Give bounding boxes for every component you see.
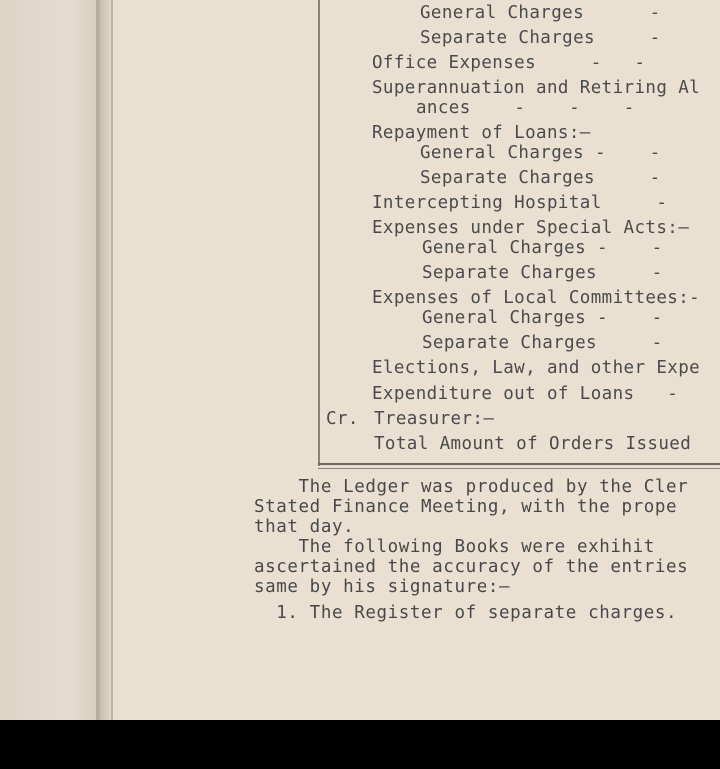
table-line: Expenditure out of Loans - <box>372 384 679 404</box>
table-line: Separate Charges - <box>420 28 661 48</box>
paragraph-line: ascertained the accuracy of the entries <box>254 557 689 577</box>
table-line: Repayment of Loans:— <box>372 123 591 143</box>
table-vertical-rule <box>318 0 320 466</box>
paragraph-line: The following Books were exhihit <box>254 537 655 557</box>
table-line: Elections, Law, and other Expe <box>372 358 701 378</box>
table-line: Superannuation and Retiring Al <box>372 78 701 98</box>
paragraph-line: that day. <box>254 517 355 537</box>
table-line: Expenses under Special Acts:— <box>372 218 690 238</box>
page-fold <box>111 0 113 720</box>
binding-gutter <box>96 0 112 720</box>
list-item: 1. The Register of separate charges. <box>254 603 678 623</box>
bottom-black-border <box>0 720 720 769</box>
table-bottom-rule-2 <box>318 468 720 469</box>
table-line: General Charges - - <box>422 238 663 258</box>
table-line: Separate Charges - <box>422 333 663 353</box>
table-line: ances - - - <box>416 98 635 118</box>
paragraph-line: same by his signature:— <box>254 577 511 597</box>
table-line: Intercepting Hospital - <box>372 193 668 213</box>
table-line: General Charges - - <box>422 308 663 328</box>
table-line: Expenses of Local Committees:- <box>372 288 701 308</box>
table-line: Office Expenses - - <box>372 53 646 73</box>
table-line: Total Amount of Orders Issued <box>374 434 692 454</box>
table-line: General Charges - <box>420 3 661 23</box>
table-line: Treasurer:— <box>374 409 495 429</box>
paragraph-line: The Ledger was produced by the Cler <box>254 477 689 497</box>
table-line: Separate Charges - <box>422 263 663 283</box>
cr-label: Cr. <box>326 409 359 429</box>
table-line: Separate Charges - <box>420 168 661 188</box>
paragraph-line: Stated Finance Meeting, with the prope <box>254 497 678 517</box>
left-page-edge <box>0 0 100 720</box>
table-bottom-rule <box>318 463 720 465</box>
table-line: General Charges - - <box>420 143 661 163</box>
